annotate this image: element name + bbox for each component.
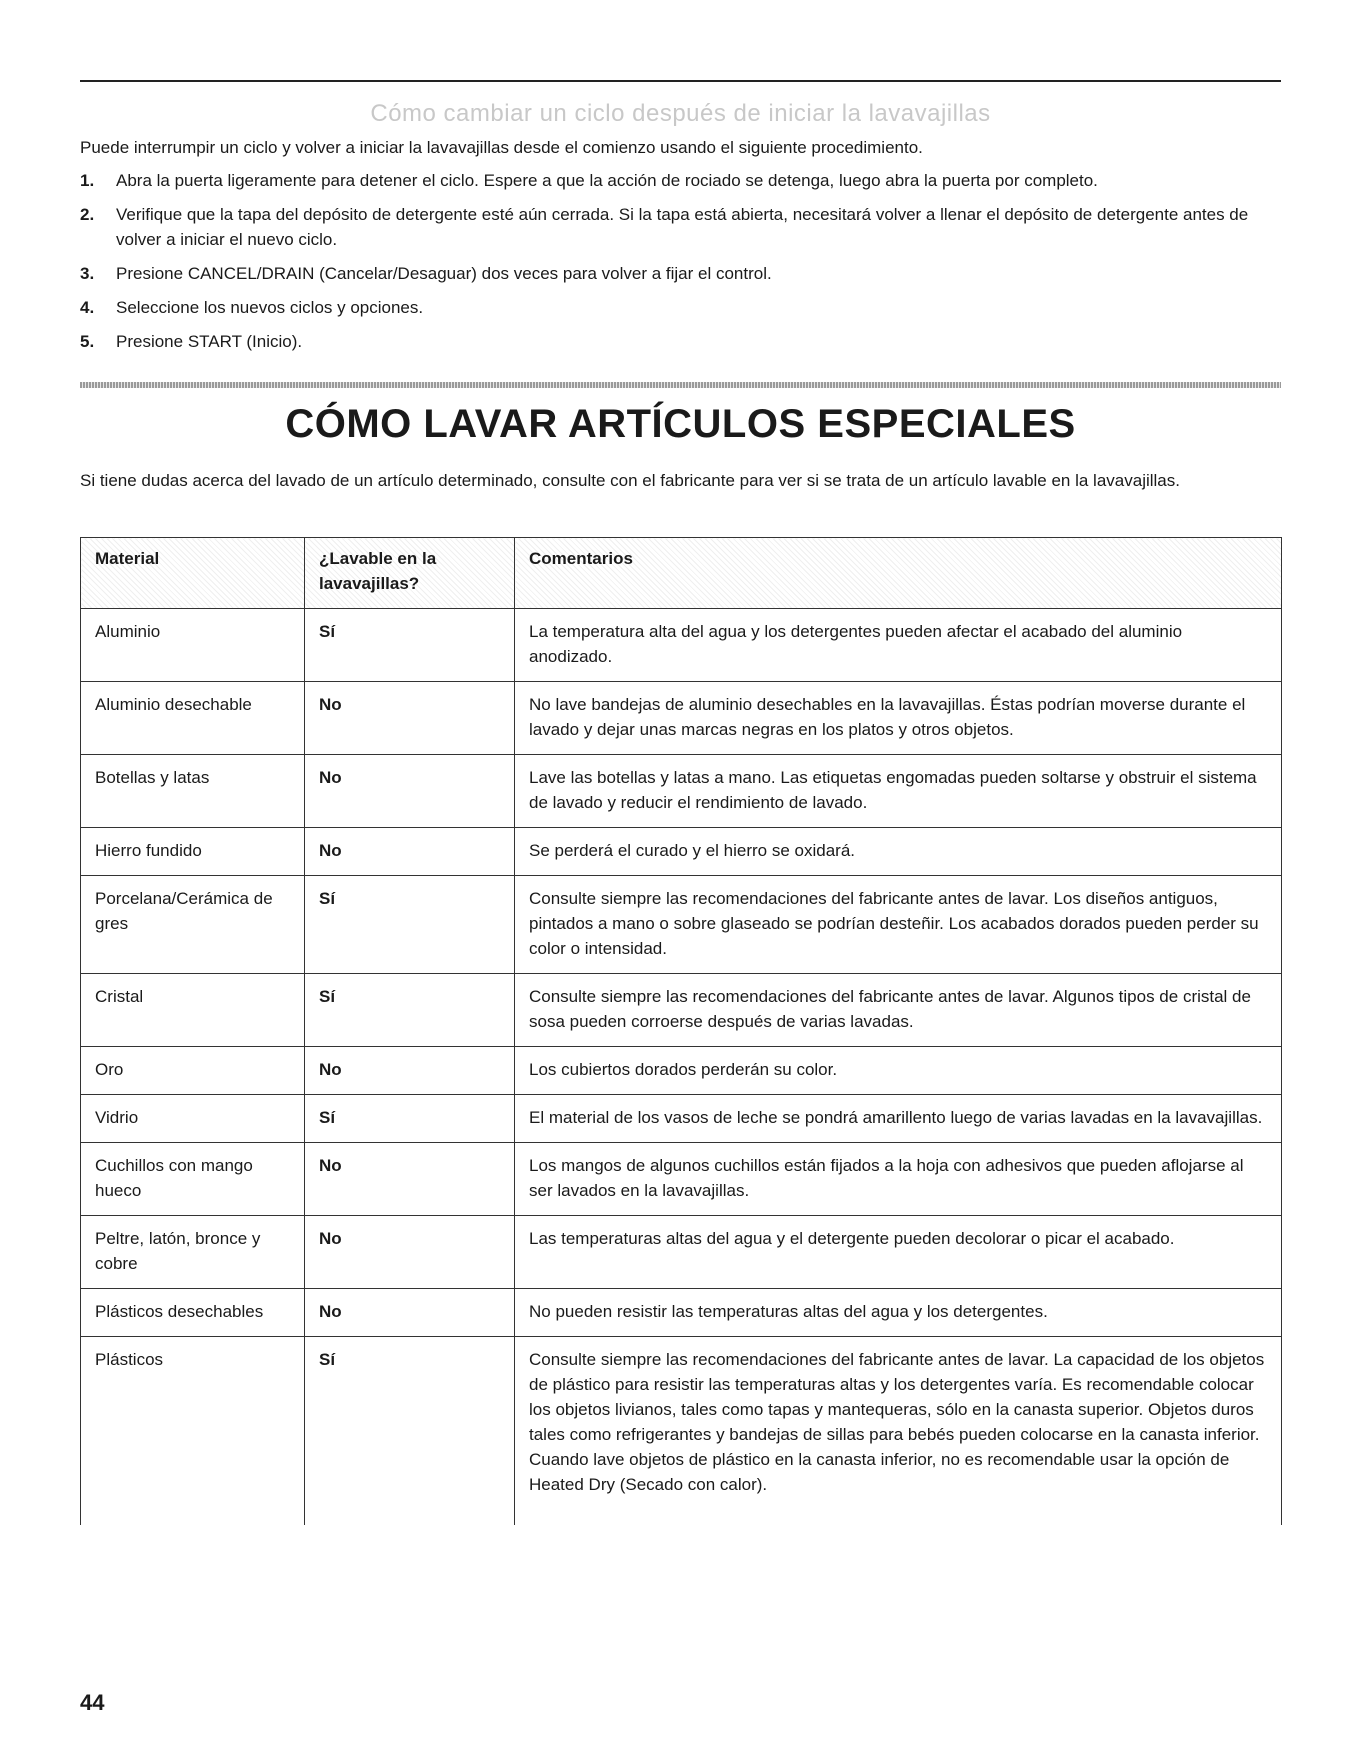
cell-washable: No — [305, 682, 515, 755]
header-washable: ¿Lavable en la lavavajillas? — [305, 538, 515, 609]
step-item — [80, 202, 1281, 252]
table-row — [81, 876, 1282, 974]
table-row — [81, 828, 1282, 876]
section-title-special-items: CÓMO LAVAR ARTÍCULOS ESPECIALES — [285, 402, 1076, 446]
cell-comment: Las temperaturas altas del agua y el detergente pueden decolorar o picar el acabado. — [515, 1216, 1282, 1289]
cell-comment: Consulte siempre las recomendaciones del fabricante antes de lavar. Los diseños antiguos, pintados a mano o sobre glaseado se podrían desteñir. Los acabados dorados pueden perder su color o intensidad. — [515, 876, 1282, 974]
top-rule — [80, 80, 1281, 82]
cell-material: Hierro fundido — [81, 828, 305, 876]
table-header-row — [81, 538, 1282, 609]
step-item — [80, 261, 1281, 286]
cell-material: Plásticos desechables — [81, 1289, 305, 1337]
step-number: 4. — [80, 298, 95, 317]
cell-comment: Se perderá el curado y el hierro se oxidará. — [515, 828, 1282, 876]
step-text: Verifique que la tapa del depósito de detergente esté aún cerrada. Si la tapa está abierta, necesitará volver a llenar el depósito de detergente antes de volver a iniciar el nuevo ciclo. — [116, 205, 1249, 249]
cell-material: Cuchillos con mango hueco — [81, 1143, 305, 1216]
page-number: 44 — [80, 1690, 105, 1715]
cell-material: Cristal — [81, 974, 305, 1047]
table-row — [81, 1047, 1282, 1095]
cell-comment: Lave las botellas y latas a mano. Las etiquetas engomadas pueden soltarse y obstruir el sistema de lavado y reducir el rendimiento de lavado. — [515, 755, 1282, 828]
step-number: 5. — [80, 332, 95, 351]
step-number: 1. — [80, 171, 95, 190]
section-intro-special-items: Si tiene dudas acerca del lavado de un artículo determinado, consulte con el fabricante para ver si se trata de un artículo lavable en la lavavajillas. — [80, 471, 1180, 490]
step-text: Presione START (Inicio). — [116, 332, 303, 351]
table-row — [81, 1289, 1282, 1337]
table-row — [81, 1216, 1282, 1289]
cell-comment: El material de los vasos de leche se pondrá amarillento luego de varias lavadas en la lavavajillas. — [515, 1095, 1282, 1143]
cell-washable: Sí — [305, 876, 515, 974]
cell-washable: Sí — [305, 974, 515, 1047]
step-item — [80, 295, 1281, 320]
header-material: Material — [81, 538, 305, 609]
section-intro: Puede interrumpir un ciclo y volver a iniciar la lavavajillas desde el comienzo usando el siguiente procedimiento. — [80, 138, 923, 157]
table-row — [81, 1143, 1282, 1216]
step-item — [80, 329, 1281, 354]
table-row — [81, 609, 1282, 682]
cell-material: Plásticos — [81, 1337, 305, 1526]
cell-comment: Los mangos de algunos cuchillos están fijados a la hoja con adhesivos que pueden aflojarse al ser lavados en la lavavajillas. — [515, 1143, 1282, 1216]
section-divider — [80, 382, 1281, 388]
cell-material: Vidrio — [81, 1095, 305, 1143]
step-item — [80, 168, 1281, 193]
cell-washable: No — [305, 1047, 515, 1095]
cell-washable: No — [305, 828, 515, 876]
cell-washable: No — [305, 1216, 515, 1289]
section-title-change-cycle: Cómo cambiar un ciclo después de iniciar la lavavajillas — [370, 100, 991, 127]
steps-list — [80, 168, 1281, 363]
cell-washable: No — [305, 755, 515, 828]
cell-washable: No — [305, 1143, 515, 1216]
materials-table-wrapper — [80, 537, 1281, 1525]
cell-washable: Sí — [305, 609, 515, 682]
step-text: Abra la puerta ligeramente para detener el ciclo. Espere a que la acción de rociado se detenga, luego abra la puerta por completo. — [116, 171, 1098, 190]
cell-material: Aluminio — [81, 609, 305, 682]
table-row — [81, 1095, 1282, 1143]
cell-material: Aluminio desechable — [81, 682, 305, 755]
cell-material: Peltre, latón, bronce y cobre — [81, 1216, 305, 1289]
table-row — [81, 755, 1282, 828]
cell-comment: Consulte siempre las recomendaciones del fabricante antes de lavar. La capacidad de los objetos de plástico para resistir las temperaturas altas y los detergentes varía. Es recomendable colocar los objetos livianos, tales como tapas y mantequeras, sólo en la canasta superior. Objetos duros tales como refrigerantes y bandejas de sillas para bebés pueden colocarse en la canasta inferior. Cuando lave objetos de plástico en la canasta inferior, no es recomendable usar la opción de Heated Dry (Secado con calor). — [515, 1337, 1282, 1526]
table-row — [81, 1337, 1282, 1526]
cell-washable: Sí — [305, 1095, 515, 1143]
cell-comment: Los cubiertos dorados perderán su color. — [515, 1047, 1282, 1095]
materials-table — [80, 537, 1282, 1525]
cell-comment: Consulte siempre las recomendaciones del fabricante antes de lavar. Algunos tipos de cristal de sosa pueden corroerse después de varias lavadas. — [515, 974, 1282, 1047]
cell-comment: No pueden resistir las temperaturas altas del agua y los detergentes. — [515, 1289, 1282, 1337]
cell-washable: Sí — [305, 1337, 515, 1526]
step-number: 2. — [80, 205, 95, 224]
table-row — [81, 682, 1282, 755]
cell-comment: La temperatura alta del agua y los detergentes pueden afectar el acabado del aluminio anodizado. — [515, 609, 1282, 682]
step-text: Seleccione los nuevos ciclos y opciones. — [116, 298, 424, 317]
step-text: Presione CANCEL/DRAIN (Cancelar/Desaguar) dos veces para volver a fijar el control. — [116, 264, 772, 283]
step-number: 3. — [80, 264, 95, 283]
cell-washable: No — [305, 1289, 515, 1337]
table-row — [81, 974, 1282, 1047]
cell-material: Oro — [81, 1047, 305, 1095]
cell-material: Botellas y latas — [81, 755, 305, 828]
manual-page — [80, 0, 1281, 1761]
cell-comment: No lave bandejas de aluminio desechables en la lavavajillas. Éstas podrían moverse durante el lavado y dejar unas marcas negras en los platos y otros objetos. — [515, 682, 1282, 755]
cell-material: Porcelana/Cerámica de gres — [81, 876, 305, 974]
header-comments: Comentarios — [515, 538, 1282, 609]
